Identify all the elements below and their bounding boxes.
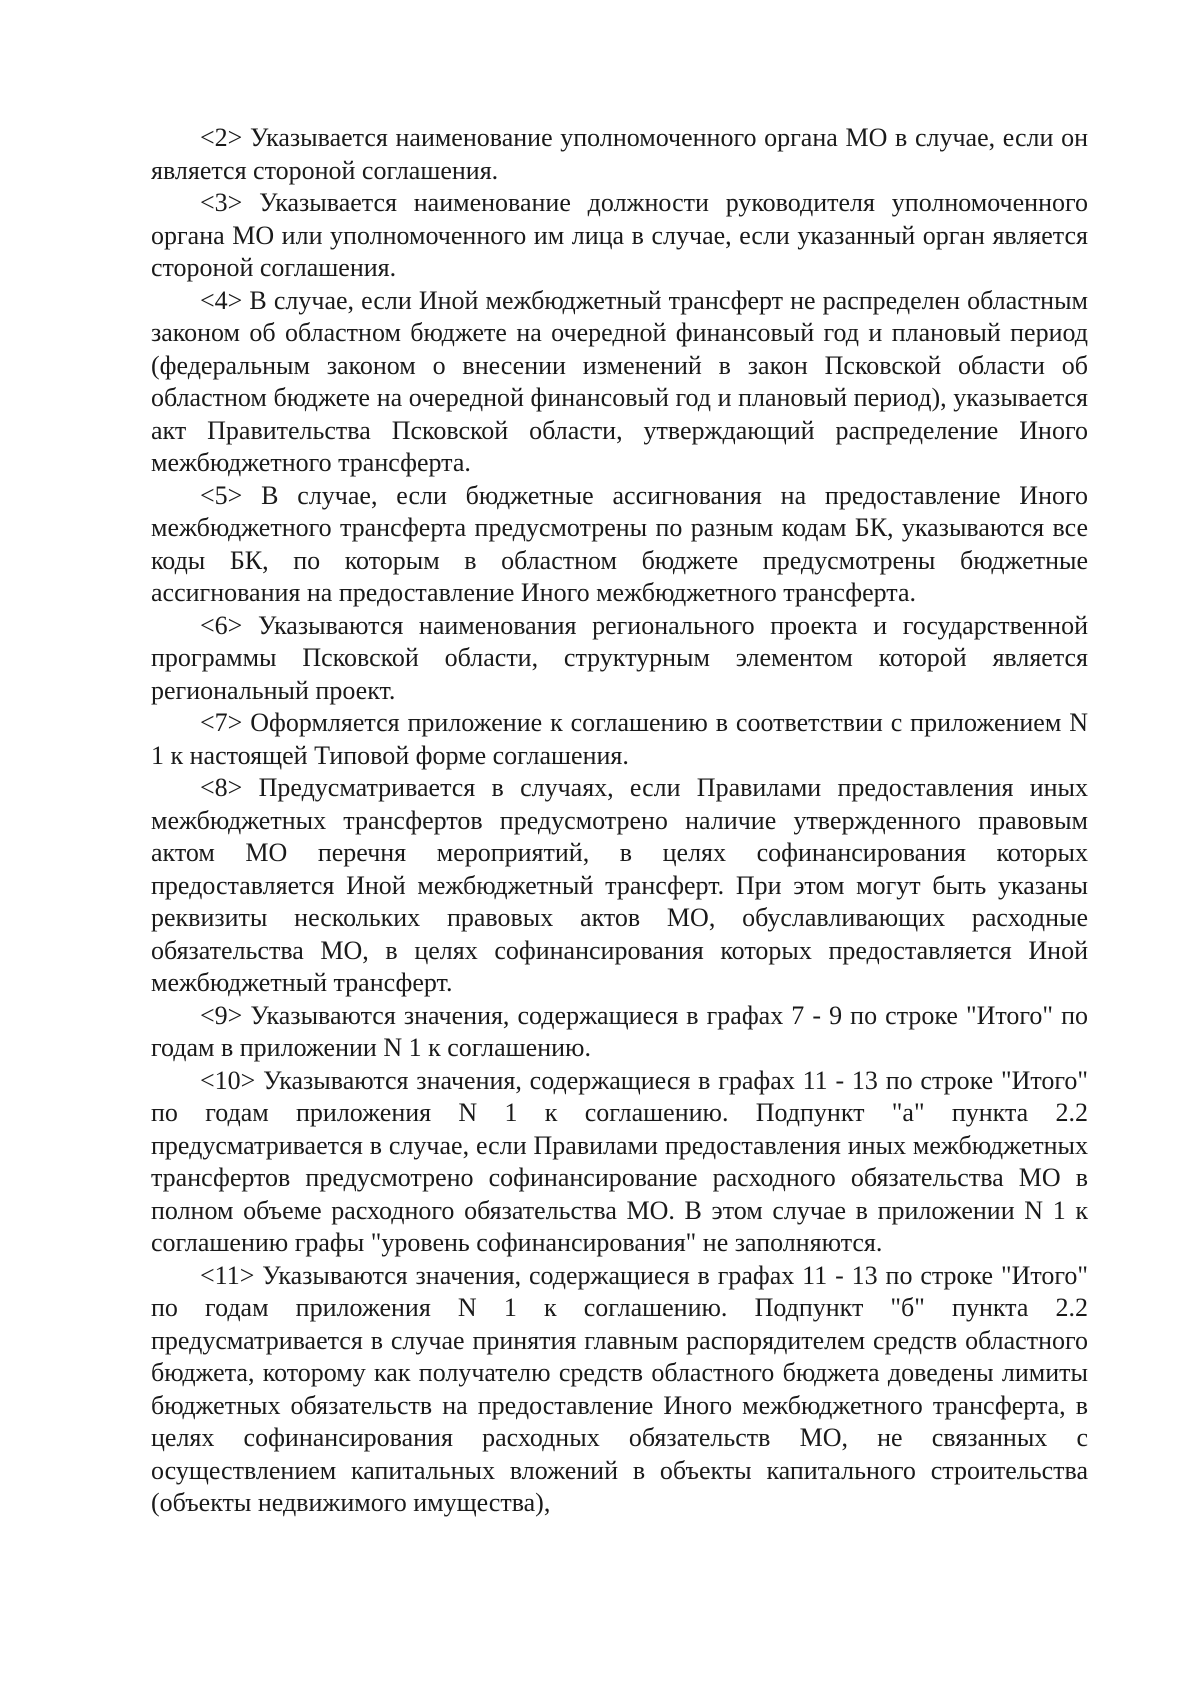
footnote-7: <7> Оформляется приложение к соглашению в соответствии с приложением N 1 к настоящей Типовой форме соглашения. [151, 708, 1088, 770]
footnote-11: <11> Указываются значения, содержащиеся в графах 11 - 13 по строке "Итого" по годам приложения N 1 к соглашению. Подпункт "б" пункта 2.2 предусматривается в случае принятия главным распорядителем средств областного бюджета, которому как получателю средств областного бюджета доведены лимиты бюджетных обязательств на предоставление Иного межбюджетного трансферта, в целях софинансирования расходных обязательств МО, не связанных с осуществлением капитальных вложений в объекты капитального строительства (объекты недвижимого имущества), [151, 1260, 1088, 1517]
footnote-5: <5> В случае, если бюджетные ассигнования на предоставление Иного межбюджетного трансферта предусмотрены по разным кодам БК, указываются все коды БК, по которым в областном бюджете предусмотрены бюджетные ассигнования на предоставление Иного межбюджетного трансферта. [151, 480, 1088, 607]
footnote-6: <6> Указываются наименования регионального проекта и государственной программы Псковской области, структурным элементом которой является региональный проект. [151, 610, 1088, 705]
footnotes-block [151, 122, 1088, 1520]
footnote-9: <9> Указываются значения, содержащиеся в графах 7 - 9 по строке "Итого" по годам в приложении N 1 к соглашению. [151, 1000, 1088, 1062]
footnote-4: <4> В случае, если Иной межбюджетный трансферт не распределен областным законом об областном бюджете на очередной финансовый год и плановый период (федеральным законом о внесении изменений в закон Псковской области об областном бюджете на очередной финансовый год и плановый период), указывается акт Правительства Псковской области, утверждающий распределение Иного межбюджетного трансферта. [151, 285, 1088, 477]
footnote-10: <10> Указываются значения, содержащиеся в графах 11 - 13 по строке "Итого" по годам приложения N 1 к соглашению. Подпункт "а" пункта 2.2 предусматривается в случае, если Правилами предоставления иных межбюджетных трансфертов предусмотрено софинансирование расходного обязательства МО в полном объеме расходного обязательства МО. В этом случае в приложении N 1 к соглашению графы "уровень софинансирования" не заполняются. [151, 1065, 1088, 1257]
footnote-2: <2> Указывается наименование уполномоченного органа МО в случае, если он является стороной соглашения. [151, 123, 1088, 185]
footnote-8: <8> Предусматривается в случаях, если Правилами предоставления иных межбюджетных трансфертов предусмотрено наличие утвержденного правовым актом МО перечня мероприятий, в целях софинансирования которых предоставляется Иной межбюджетный трансферт. При этом могут быть указаны реквизиты нескольких правовых актов МО, обуславливающих расходные обязательства МО, в целях софинансирования которых предоставляется Иной межбюджетный трансферт. [151, 773, 1088, 997]
footnote-3: <3> Указывается наименование должности руководителя уполномоченного органа МО или уполномоченного им лица в случае, если указанный орган является стороной соглашения. [151, 188, 1088, 282]
